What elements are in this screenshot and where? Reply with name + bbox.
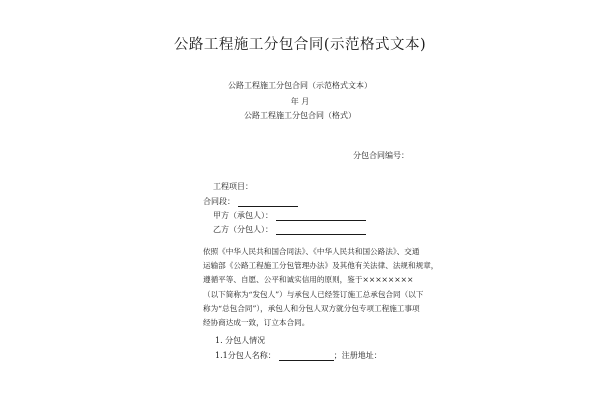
- contract-number-label: 分包合同编号：: [353, 151, 409, 160]
- paragraph-line: 称为“总包合同”），承包人和分包人双方就分包专项工程施工事项: [203, 303, 420, 313]
- document-title: 公路工程施工分包合同(示范格式文本): [173, 37, 427, 53]
- party-b-label: 乙方（分包人）：: [213, 225, 273, 234]
- format-title: 公路工程施工分包合同（格式）: [244, 111, 356, 120]
- contract-section-blank: [238, 197, 298, 207]
- contract-section-label: 合同段：: [203, 197, 235, 206]
- project-label: 工程项目：: [213, 182, 253, 191]
- year-month: 年 月: [290, 97, 310, 106]
- paragraph-line: 经协商达成一致，订立本合同。: [203, 318, 310, 328]
- party-b-row: [213, 224, 366, 235]
- item-1-1-blank: [279, 351, 334, 361]
- party-b-blank: [276, 225, 366, 235]
- paragraph-line: 依照《中华人民共和国合同法》、《中华人民共和国公路法》、交通: [203, 247, 420, 256]
- item-1-1-registered-address-label: ；注册地址：: [333, 351, 382, 360]
- paragraph-line: 运输部《公路工程施工分包管理办法》及其他有关法律、法规和规章，: [203, 261, 439, 271]
- item-1-1-row: [215, 350, 382, 361]
- item-1-1-label: 1.1分包人名称：: [215, 351, 276, 360]
- contract-section-row: [203, 196, 298, 207]
- section-1-heading: 1. 分包人情况: [215, 336, 266, 345]
- party-a-label: 甲方（承包人）：: [213, 211, 273, 220]
- cover-title: 公路工程施工分包合同（示范格式文本）: [228, 81, 372, 90]
- preamble-paragraph: [203, 245, 439, 330]
- party-a-row: [213, 210, 366, 221]
- party-a-blank: [276, 211, 366, 221]
- paragraph-line: 遵循平等、自愿、公平和诚实信用的原则，鉴于××××××××: [203, 275, 414, 285]
- paragraph-line: （以下简称为“发包人”）与承包人已经签订施工总承包合同（以下: [203, 289, 424, 299]
